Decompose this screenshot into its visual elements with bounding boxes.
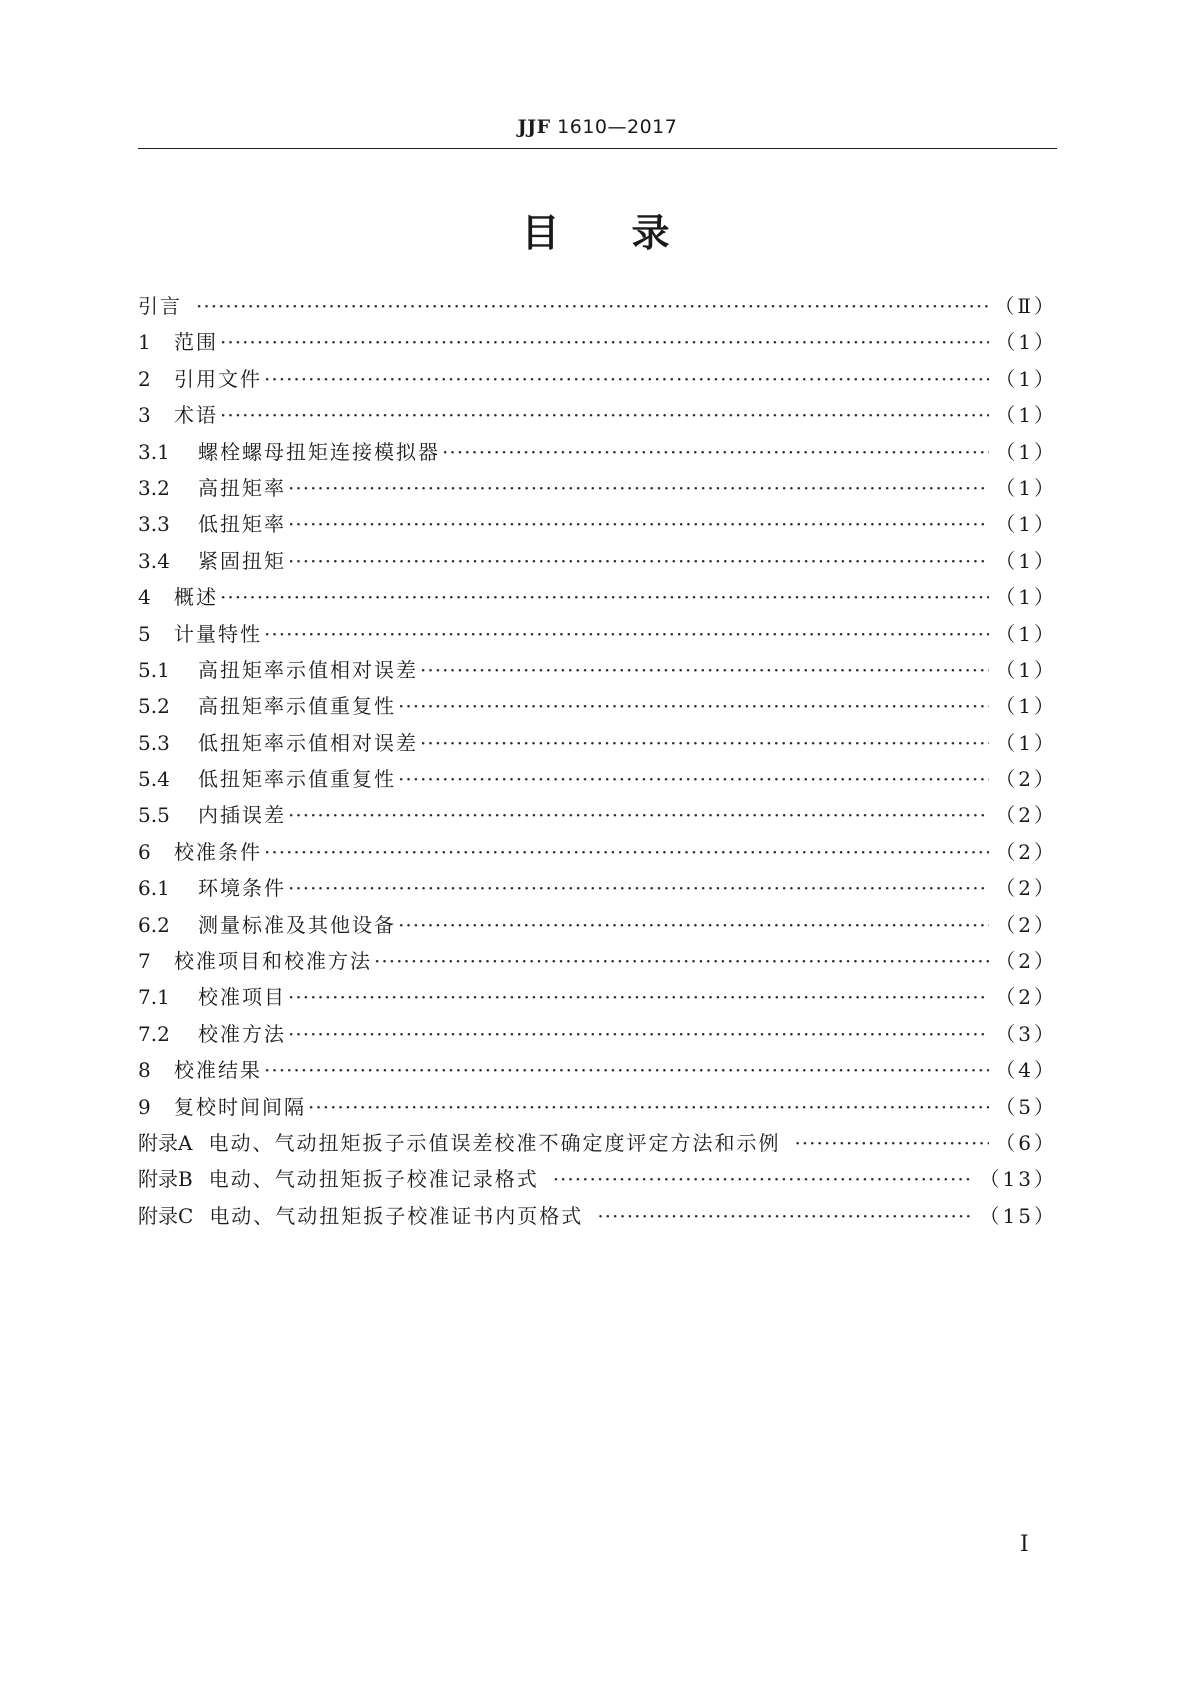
toc-entry[interactable] [138,761,1057,797]
toc-entry-label: 术语 [174,403,218,428]
toc-dot-leader [442,434,989,470]
toc-entry-label: 螺栓螺母扭矩连接模拟器 [198,439,440,464]
toc-dot-leader [308,1089,989,1125]
toc-entry-number: 9 [138,1094,151,1119]
toc-dot-leader [288,1016,989,1052]
toc-entry[interactable] [138,288,1057,324]
page-number: Ⅰ [1020,1532,1029,1557]
toc-entry-label: 测量标准及其他设备 [198,912,396,937]
toc-entry-page: （1） [995,657,1057,682]
toc-entry-number: 3.2 [138,475,170,500]
toc-entry-label: 范围 [174,330,218,355]
toc-entry-page: （13） [979,1167,1057,1192]
toc-dot-leader [220,397,989,433]
toc-dot-leader [398,688,989,724]
toc-dot-leader [220,579,989,615]
toc-entry-label: 低扭矩率示值相对误差 [198,730,418,755]
toc-entry-number: 7 [138,949,151,974]
toc-dot-leader [196,288,988,324]
toc-entry-number: 2 [138,366,151,391]
toc-entry-page: （1） [995,439,1057,464]
toc-entry-number: 6 [138,839,151,864]
toc-entry-page: （1） [995,512,1057,537]
toc-entry-page: （2） [995,949,1057,974]
toc-dot-leader [398,907,989,943]
toc-dot-leader [398,761,989,797]
toc-dot-leader [264,361,989,397]
toc-entry-number: 4 [138,585,151,610]
toc-entry-page: （1） [995,403,1057,428]
toc-entry[interactable] [138,834,1057,870]
toc-entry-page: （3） [995,1021,1057,1046]
toc-entry-label: 内插误差 [198,803,286,828]
toc-entry-page: （1） [995,694,1057,719]
toc-entry-number: 附录B [138,1167,193,1192]
toc-entry-label: 高扭矩率示值相对误差 [198,657,418,682]
toc-entry-number: 7.1 [138,985,170,1010]
toc-entry-label: 高扭矩率示值重复性 [198,694,396,719]
toc-entry-page: （2） [995,839,1057,864]
toc-dot-leader [794,1125,989,1161]
document-code-header [138,116,1057,138]
toc-dot-leader [288,506,989,542]
toc-entry-page: （1） [995,548,1057,573]
toc-dot-leader [264,1052,989,1088]
table-of-contents [138,288,1057,1234]
header-rule [138,148,1057,149]
toc-dot-leader [553,1161,974,1197]
toc-entry-number: 5.1 [138,657,170,682]
toc-entry[interactable] [138,470,1057,506]
toc-entry-label: 概述 [174,585,218,610]
toc-entry-label: 电动、气动扭矩扳子示值误差校准不确定度评定方法和示例 [208,1130,781,1155]
toc-entry-label: 计量特性 [174,621,262,646]
toc-entry-number: 5.3 [138,730,170,755]
document-code-prefix: JJF [517,116,551,138]
toc-dot-leader [288,870,989,906]
toc-entry-page: （1） [995,621,1057,646]
toc-entry-number: 3.4 [138,548,170,573]
toc-entry[interactable] [138,907,1057,943]
toc-entry-page: （1） [995,330,1057,355]
toc-entry-number: 6.1 [138,876,170,901]
toc-entry-number: 3 [138,403,151,428]
toc-entry[interactable] [138,870,1057,906]
toc-dot-leader [288,979,989,1015]
toc-dot-leader [288,470,989,506]
toc-entry-page: （6） [995,1130,1057,1155]
toc-entry[interactable] [138,543,1057,579]
toc-entry-number: 5.2 [138,694,170,719]
toc-dot-leader [420,652,989,688]
toc-entry-label: 高扭矩率 [198,475,286,500]
toc-entry-number: 附录A [138,1130,193,1155]
toc-dot-leader [288,543,989,579]
toc-entry-number: 3.1 [138,439,170,464]
toc-entry-number: 5 [138,621,151,646]
toc-entry-page: （2） [995,767,1057,792]
toc-entry[interactable] [138,434,1057,470]
toc-entry-label: 校准项目 [198,985,286,1010]
toc-entry-page: （4） [995,1058,1057,1083]
toc-entry-label: 电动、气动扭矩扳子校准记录格式 [208,1167,539,1192]
toc-dot-leader [597,1198,973,1234]
toc-entry-label: 复校时间间隔 [174,1094,306,1119]
toc-entry-label: 校准条件 [174,839,262,864]
toc-entry[interactable] [138,324,1057,360]
toc-entry-number: 5.4 [138,767,170,792]
toc-entry-label: 校准项目和校准方法 [174,949,372,974]
toc-entry-number: 7.2 [138,1021,170,1046]
document-code-number: 1610—2017 [557,116,678,138]
toc-entry-label: 校准结果 [174,1058,262,1083]
toc-entry[interactable] [138,1016,1057,1052]
toc-title: 目录 [521,211,742,255]
toc-entry[interactable] [138,1052,1057,1088]
toc-dot-leader [220,324,989,360]
toc-entry-number: 5.5 [138,803,170,828]
toc-entry[interactable] [138,506,1057,542]
toc-entry[interactable] [138,943,1057,979]
toc-entry-page: （2） [995,803,1057,828]
toc-entry-page: （1） [995,585,1057,610]
toc-entry-label: 环境条件 [198,876,286,901]
toc-entry[interactable] [138,616,1057,652]
toc-entry-page: （15） [979,1203,1057,1228]
toc-entry[interactable] [138,579,1057,615]
toc-entry-page: （1） [995,475,1057,500]
toc-entry-label: 低扭矩率示值重复性 [198,767,396,792]
toc-entry-label: 引言 [138,294,182,318]
toc-entry-number: 3.3 [138,512,170,537]
toc-entry-page: （5） [995,1094,1057,1119]
toc-entry[interactable] [138,725,1057,761]
toc-entry-page: （2） [995,876,1057,901]
toc-dot-leader [374,943,989,979]
toc-entry[interactable] [138,797,1057,833]
toc-entry[interactable] [138,979,1057,1015]
toc-entry[interactable] [138,688,1057,724]
toc-entry[interactable] [138,397,1057,433]
toc-dot-leader [264,834,989,870]
toc-entry-label: 低扭矩率 [198,512,286,537]
toc-entry-number: 6.2 [138,912,170,937]
toc-entry-number: 1 [138,330,151,355]
toc-entry[interactable] [138,1198,1057,1234]
toc-entry[interactable] [138,361,1057,397]
toc-entry-page: （1） [995,366,1057,391]
toc-dot-leader [288,797,989,833]
toc-entry-number: 8 [138,1058,151,1083]
toc-dot-leader [264,616,989,652]
toc-entry-page: （2） [995,985,1057,1010]
toc-entry-page: （Ⅱ） [994,294,1057,318]
toc-entry-label: 电动、气动扭矩扳子校准证书内页格式 [209,1203,584,1228]
toc-entry-label: 引用文件 [174,366,262,391]
toc-entry-label: 紧固扭矩 [198,548,286,573]
toc-entry-page: （2） [995,912,1057,937]
toc-entry-page: （1） [995,730,1057,755]
toc-entry-number: 附录C [138,1203,194,1228]
toc-entry[interactable] [138,652,1057,688]
toc-entry-label: 校准方法 [198,1021,286,1046]
toc-dot-leader [420,725,989,761]
toc-entry[interactable] [138,1089,1057,1125]
toc-entry[interactable] [138,1125,1057,1161]
toc-entry[interactable] [138,1161,1057,1197]
